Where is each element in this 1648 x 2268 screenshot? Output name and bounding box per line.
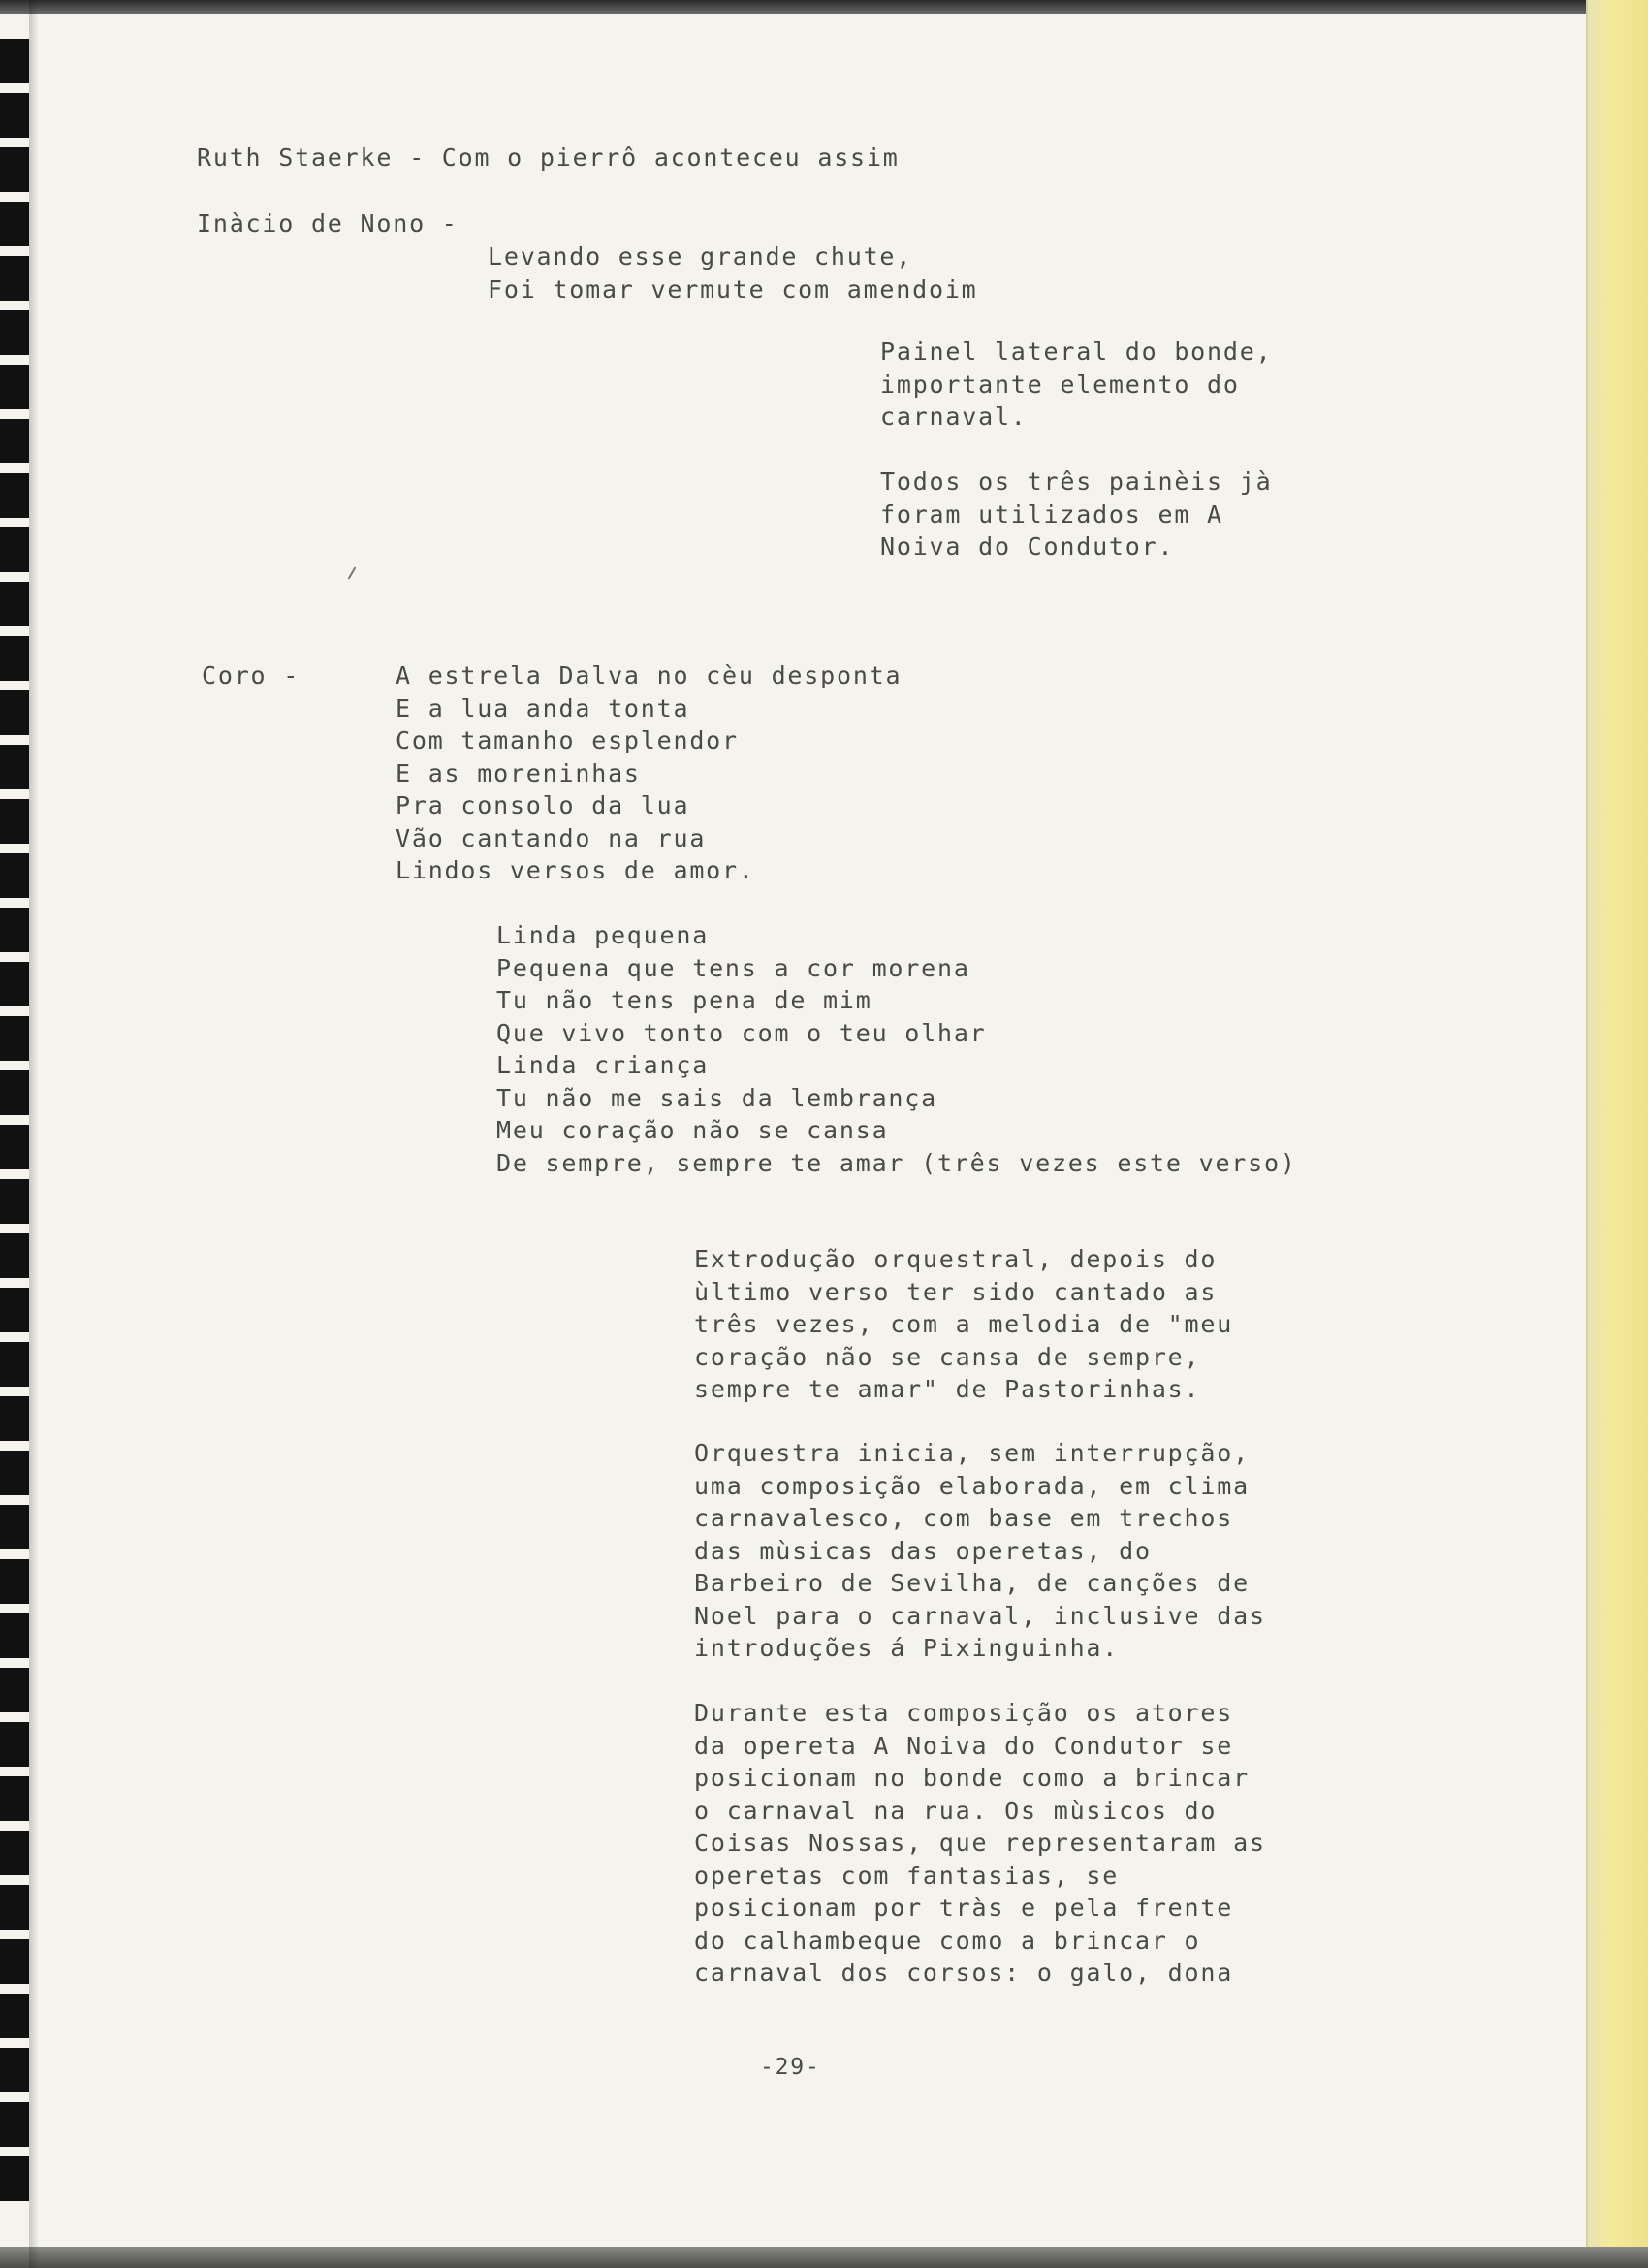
page-number: -29- <box>760 2055 821 2080</box>
stage-note-painel: Painel lateral do bonde, importante elemento do carnaval. <box>880 337 1273 431</box>
song-verse-estrela-dalva: A estrela Dalva no cèu desponta E a lua anda tonta Com tamanho esplendor E as moreninhas Pra consolo da lua Vão cantando na rua Lindos versos de amor. <box>396 661 903 884</box>
coro-label: Coro - <box>202 661 301 689</box>
speaker-inacio: Inàcio de Nono - <box>197 209 459 238</box>
scan-bottom-edge <box>0 2247 1648 2268</box>
paragraph-extroducao: Extrodução orquestral, depois do ùltimo verso ter sido cantado as três vezes, com a melodia de "meu coração não se cansa de sempre, sempre te amar" de Pastorinhas. <box>694 1245 1234 1403</box>
speaker-line-2: Foi tomar vermute com amendoim <box>488 274 978 303</box>
speaker-lines <box>488 240 978 305</box>
speaker-line-1: Levando esse grande chute, <box>488 242 913 271</box>
paragraph-durante: Durante esta composição os atores da opereta A Noiva do Condutor se posicionam no bonde como a brincar o carnaval na rua. Os mùsicos do Coisas Nossas, que representaram as operetas com fantasias, se posicionam por tràs e pela frente do calhambeque como a brincar o carnaval dos corsos: o galo, dona <box>694 1699 1266 1987</box>
scan-top-edge <box>0 0 1648 14</box>
scene-heading: Ruth Staerke - Com o pierrô aconteceu assim <box>197 144 900 172</box>
paper-right-edge <box>1586 0 1648 2268</box>
paragraph-orquestra: Orquestra inicia, sem interrupção, uma composição elaborada, em clima carnavalesco, com base em trechos das mùsicas das operetas, do Barbeiro de Sevilha, de canções de Noel para o carnaval, inclusive das introduções á Pixinguinha. <box>694 1439 1266 1662</box>
binding-shadow <box>29 0 39 2268</box>
stage-note-paineis: Todos os três painèis jà foram utilizados em A Noiva do Condutor. <box>880 467 1273 560</box>
song-verse-linda-pequena: Linda pequena Pequena que tens a cor morena Tu não tens pena de mim Que vivo tonto com o teu olhar Linda criança Tu não me sais da lembrança Meu coração não se cansa De sempre, sempre te amar (três vezes este verso) <box>496 921 1297 1177</box>
spiral-binding <box>0 39 29 2211</box>
stray-pen-mark <box>348 566 357 579</box>
